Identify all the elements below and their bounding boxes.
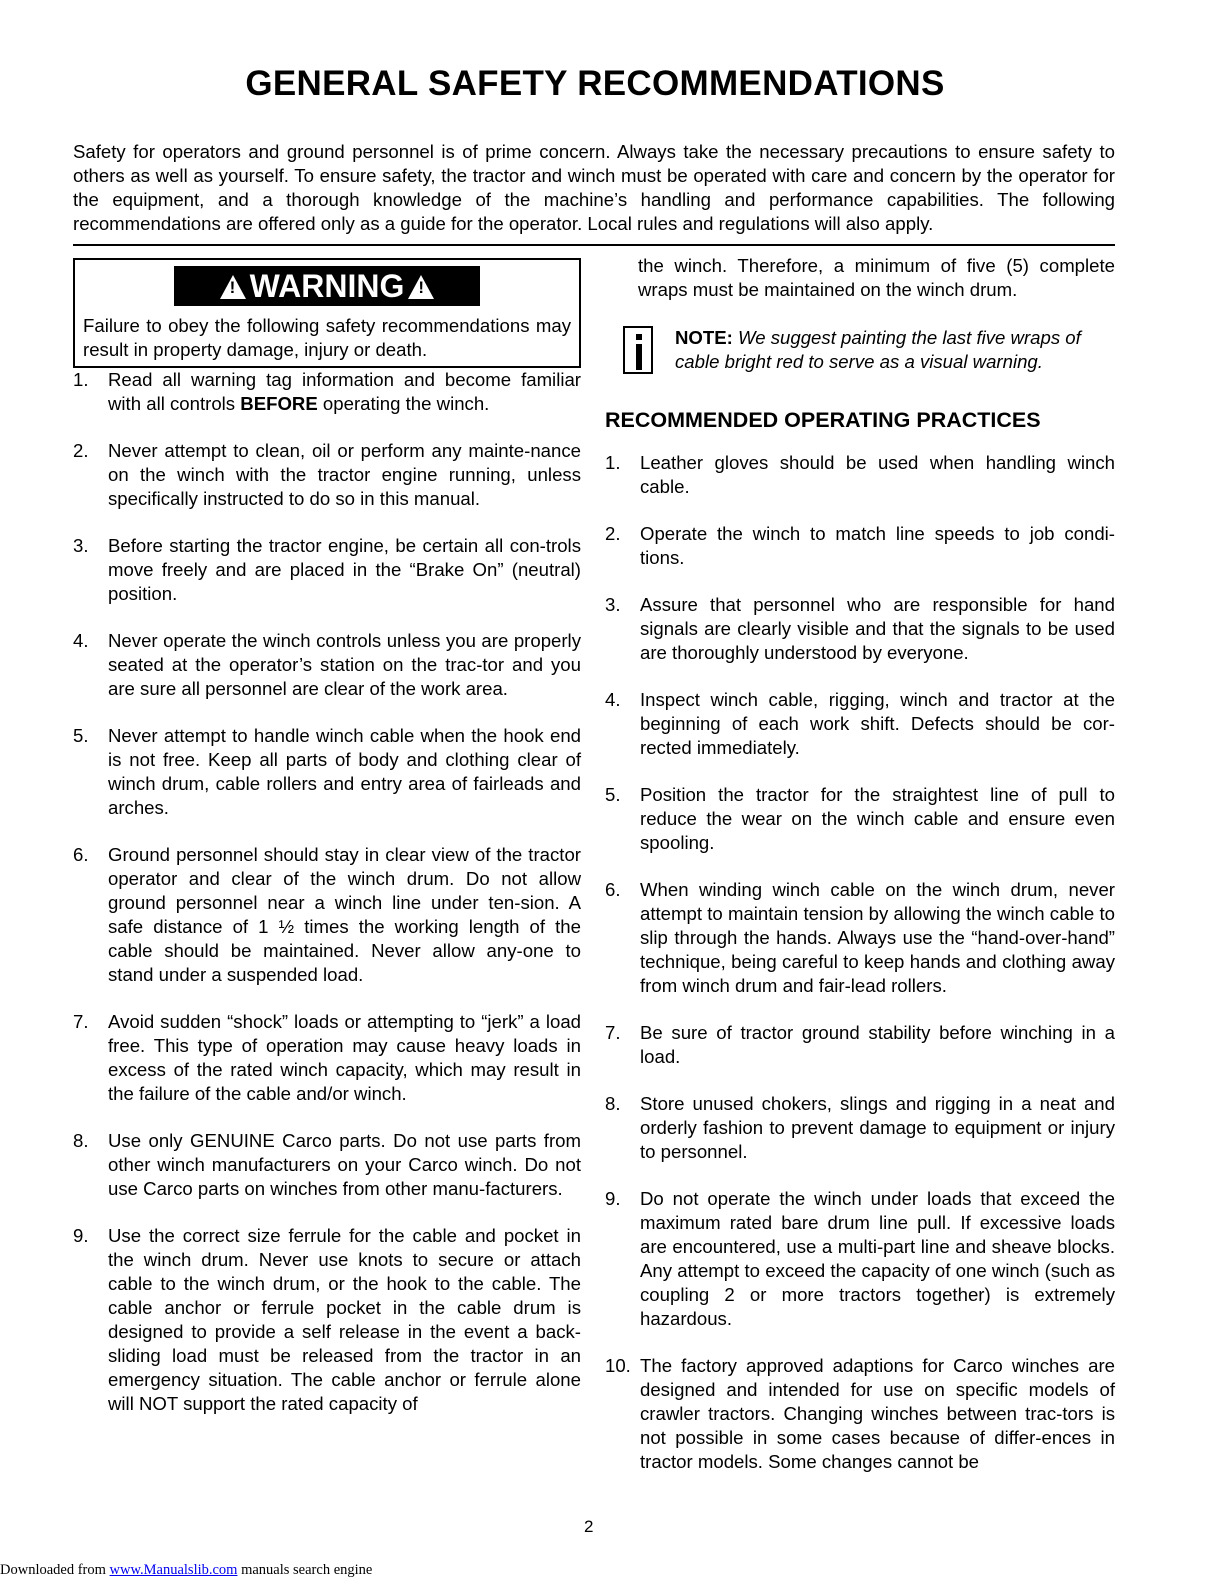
section-heading: RECOMMENDED OPERATING PRACTICES	[605, 408, 1041, 432]
item-number: 8.	[73, 1130, 89, 1151]
practices-list	[605, 451, 1115, 1474]
right-column	[605, 254, 1115, 1497]
note-body: We suggest painting the last five wraps of cable bright red to serve as a visual warning.	[675, 327, 1081, 372]
list-item: 1. Read all warning tag information and become familiar with all controls BEFORE operating the winch.	[73, 369, 581, 414]
info-icon	[623, 326, 653, 374]
safety-list	[73, 368, 581, 1416]
item-number: 10.	[605, 1355, 631, 1376]
list-item: 8. Store unused chokers, slings and rigging in a neat and orderly fashion to prevent damage to equipment or injury to personnel.	[605, 1093, 1115, 1162]
item-number: 6.	[73, 844, 89, 865]
list-item: 8. Use only GENUINE Carco parts. Do not use parts from other winch manufacturers on your Carco winch. Do not use Carco parts on winches from other manu-facturers.	[73, 1130, 581, 1199]
item-number: 8.	[605, 1093, 621, 1114]
list-item: 4. Inspect winch cable, rigging, winch and tractor at the beginning of each work shift. Defects should be cor-rected immediately.	[605, 689, 1115, 758]
item-number: 5.	[605, 784, 621, 805]
warning-text: Failure to obey the following safety recommendations may result in property damage, injury or death.	[83, 315, 571, 360]
warning-badge	[174, 266, 480, 306]
section-divider	[73, 244, 1115, 246]
list-item: 10. The factory approved adaptions for Carco winches are designed and intended for use on specific models of crawler tractors. Changing winches between trac-tors is not possible in some cases because of differ-ences in tractor models. Some changes cannot be	[605, 1355, 1115, 1472]
list-item: 6. Ground personnel should stay in clear view of the tractor operator and clear of the winch drum. Do not allow ground personnel near a winch line under ten-sion. A safe distance of 1 ½ times the working length of the cable should be maintained. Never allow any-one to stand under a suspended load.	[73, 844, 581, 985]
list-item: 2. Never attempt to clean, oil or perform any mainte-nance on the winch with the tractor engine running, unless specifically instructed to do so in this manual.	[73, 440, 581, 509]
note-label: NOTE:	[675, 327, 733, 348]
intro-paragraph: Safety for operators and ground personnel is of prime concern. Always take the necessary precautions to ensure safety to others as well as yourself. To ensure safety, the tractor and winch must be operated with care and concern by the operator for the equipment, and a thorough knowledge of the machine’s handling and performance capabilities. The following recommendations are offered only as a guide for the operator. Local rules and regulations will also apply.	[73, 141, 1115, 234]
item-number: 7.	[73, 1011, 89, 1032]
item-number: 4.	[605, 689, 621, 710]
left-column	[73, 258, 581, 1439]
item-number: 2.	[73, 440, 89, 461]
item-number: 1.	[605, 452, 621, 473]
item-number: 3.	[73, 535, 89, 556]
item-number: 5.	[73, 725, 89, 746]
list-item: 4. Never operate the winch controls unless you are properly seated at the operator’s station on the trac-tor and you are sure all personnel are clear of the work area.	[73, 630, 581, 699]
continued-text: the winch. Therefore, a minimum of five (5) complete wraps must be maintained on the winch drum.	[638, 255, 1115, 300]
note-text	[675, 326, 1115, 374]
page-title: GENERAL SAFETY RECOMMENDATIONS	[245, 64, 945, 103]
list-item: 7. Be sure of tractor ground stability before winching in a load.	[605, 1022, 1115, 1067]
list-item: 5. Position the tractor for the straightest line of pull to reduce the wear on the winch cable and ensure even spooling.	[605, 784, 1115, 853]
manualslib-link[interactable]: www.Manualslib.com	[109, 1562, 238, 1578]
note-box	[605, 326, 1115, 386]
page-number: 2	[584, 1517, 594, 1536]
warning-box	[73, 258, 581, 368]
list-item: 9. Use the correct size ferrule for the cable and pocket in the winch drum. Never use knots to secure or attach cable to the winch drum, or the hook to the cable. The cable anchor or ferrule pocket in the cable drum is designed to provide a self release in the event a back-sliding load must be released from the tractor in an emergency situation. The cable anchor or ferrule alone will NOT support the rated capacity of	[73, 1225, 581, 1414]
list-item: 5. Never attempt to handle winch cable when the hook end is not free. Keep all parts of body and clothing clear of winch drum, cable rollers and entry area of fairleads and arches.	[73, 725, 581, 818]
item-number: 9.	[605, 1188, 621, 1209]
item-number: 2.	[605, 523, 621, 544]
item-number: 7.	[605, 1022, 621, 1043]
list-item: 9. Do not operate the winch under loads that exceed the maximum rated bare drum line pull. If excessive loads are encountered, use a multi-part line and sheave blocks. Any attempt to exceed the capacity of one winch (such as coupling 2 or more tractors together) is extremely hazardous.	[605, 1188, 1115, 1329]
item-number: 6.	[605, 879, 621, 900]
item-number: 4.	[73, 630, 89, 651]
item-number: 9.	[73, 1225, 89, 1246]
item-number: 1.	[73, 369, 89, 390]
warning-triangle-icon	[220, 275, 246, 299]
list-item: 2. Operate the winch to match line speeds to job condi-tions.	[605, 523, 1115, 568]
list-item: 7. Avoid sudden “shock” loads or attempting to “jerk” a load free. This type of operation may cause heavy loads in excess of the rated winch capacity, which may result in the failure of the cable and/or winch.	[73, 1011, 581, 1104]
warning-label: WARNING	[249, 268, 405, 304]
warning-triangle-icon	[408, 275, 434, 299]
list-item: 3. Before starting the tractor engine, be certain all con-trols move freely and are placed in the “Brake On” (neutral) position.	[73, 535, 581, 604]
item-number: 3.	[605, 594, 621, 615]
list-item: 6. When winding winch cable on the winch drum, never attempt to maintain tension by allowing the winch cable to slip through the hands. Always use the “hand-over-hand” technique, being careful to keep hands and clothing away from winch drum and fair-lead rollers.	[605, 879, 1115, 996]
list-item: 1. Leather gloves should be used when handling winch cable.	[605, 452, 1115, 497]
footer: Downloaded from www.Manualslib.com manuals search engine	[0, 1562, 373, 1578]
list-item: 3. Assure that personnel who are responsible for hand signals are clearly visible and that the signals to be used are thoroughly understood by everyone.	[605, 594, 1115, 663]
